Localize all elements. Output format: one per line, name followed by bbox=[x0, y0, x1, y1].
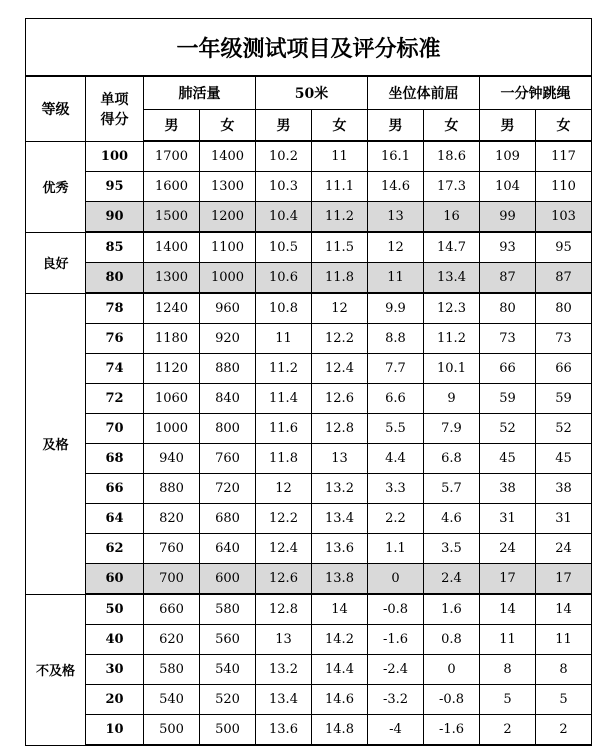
value-cell: 99 bbox=[480, 202, 536, 233]
score-cell: 74 bbox=[86, 354, 144, 384]
score-cell: 76 bbox=[86, 324, 144, 354]
value-cell: 8 bbox=[480, 655, 536, 685]
score-standard-table bbox=[25, 18, 592, 746]
value-cell: 11.2 bbox=[312, 202, 368, 233]
table-row bbox=[26, 293, 592, 324]
table-row bbox=[26, 384, 592, 414]
value-cell: 38 bbox=[536, 474, 592, 504]
value-cell: 9 bbox=[424, 384, 480, 414]
value-cell: 11 bbox=[256, 324, 312, 354]
table-row bbox=[26, 202, 592, 233]
value-cell: 580 bbox=[200, 594, 256, 625]
value-cell: 45 bbox=[480, 444, 536, 474]
value-cell: 1400 bbox=[144, 232, 200, 263]
value-cell: 9.9 bbox=[368, 293, 424, 324]
header-male: 男 bbox=[480, 110, 536, 142]
value-cell: 10.6 bbox=[256, 263, 312, 294]
value-cell: 13.8 bbox=[312, 564, 368, 595]
grade-cell: 不及格 bbox=[26, 594, 86, 745]
table-row bbox=[26, 534, 592, 564]
value-cell: 14.2 bbox=[312, 625, 368, 655]
value-cell: 880 bbox=[200, 354, 256, 384]
value-cell: 66 bbox=[536, 354, 592, 384]
header-male: 男 bbox=[368, 110, 424, 142]
table-row bbox=[26, 504, 592, 534]
value-cell: 7.9 bbox=[424, 414, 480, 444]
value-cell: 14.6 bbox=[368, 172, 424, 202]
value-cell: 11.8 bbox=[256, 444, 312, 474]
score-cell: 90 bbox=[86, 202, 144, 233]
value-cell: 13 bbox=[368, 202, 424, 233]
grade-cell: 及格 bbox=[26, 293, 86, 594]
table-row bbox=[26, 141, 592, 172]
value-cell: 5 bbox=[536, 685, 592, 715]
value-cell: 80 bbox=[536, 293, 592, 324]
table-row bbox=[26, 324, 592, 354]
score-cell: 78 bbox=[86, 293, 144, 324]
value-cell: 0.8 bbox=[424, 625, 480, 655]
value-cell: 73 bbox=[536, 324, 592, 354]
value-cell: 10.2 bbox=[256, 141, 312, 172]
value-cell: 1200 bbox=[200, 202, 256, 233]
table-row bbox=[26, 444, 592, 474]
table-row bbox=[26, 564, 592, 595]
value-cell: 14.7 bbox=[424, 232, 480, 263]
score-cell: 10 bbox=[86, 715, 144, 746]
value-cell: 1600 bbox=[144, 172, 200, 202]
value-cell: 1300 bbox=[144, 263, 200, 294]
value-cell: 5 bbox=[480, 685, 536, 715]
value-cell: 1700 bbox=[144, 141, 200, 172]
value-cell: 17 bbox=[536, 564, 592, 595]
value-cell: 1.6 bbox=[424, 594, 480, 625]
value-cell: -1.6 bbox=[368, 625, 424, 655]
value-cell: 12.8 bbox=[312, 414, 368, 444]
table-row bbox=[26, 594, 592, 625]
score-cell: 50 bbox=[86, 594, 144, 625]
value-cell: 17 bbox=[480, 564, 536, 595]
grade-cell: 优秀 bbox=[26, 141, 86, 232]
value-cell: 920 bbox=[200, 324, 256, 354]
value-cell: 1180 bbox=[144, 324, 200, 354]
value-cell: 12.3 bbox=[424, 293, 480, 324]
value-cell: 620 bbox=[144, 625, 200, 655]
score-cell: 40 bbox=[86, 625, 144, 655]
value-cell: 12.4 bbox=[256, 534, 312, 564]
value-cell: 11.2 bbox=[256, 354, 312, 384]
value-cell: -0.8 bbox=[424, 685, 480, 715]
value-cell: 45 bbox=[536, 444, 592, 474]
value-cell: 680 bbox=[200, 504, 256, 534]
value-cell: 1300 bbox=[200, 172, 256, 202]
value-cell: -2.4 bbox=[368, 655, 424, 685]
value-cell: 12.8 bbox=[256, 594, 312, 625]
value-cell: 500 bbox=[144, 715, 200, 746]
header-male: 男 bbox=[256, 110, 312, 142]
value-cell: 840 bbox=[200, 384, 256, 414]
value-cell: 59 bbox=[536, 384, 592, 414]
value-cell: 31 bbox=[536, 504, 592, 534]
value-cell: 12.2 bbox=[256, 504, 312, 534]
value-cell: 540 bbox=[200, 655, 256, 685]
value-cell: 12.6 bbox=[312, 384, 368, 414]
grade-cell: 良好 bbox=[26, 232, 86, 293]
value-cell: 3.5 bbox=[424, 534, 480, 564]
value-cell: 24 bbox=[536, 534, 592, 564]
value-cell: 880 bbox=[144, 474, 200, 504]
value-cell: 760 bbox=[144, 534, 200, 564]
value-cell: 1120 bbox=[144, 354, 200, 384]
value-cell: 8 bbox=[536, 655, 592, 685]
score-cell: 62 bbox=[86, 534, 144, 564]
value-cell: 10.1 bbox=[424, 354, 480, 384]
value-cell: 16 bbox=[424, 202, 480, 233]
value-cell: 1100 bbox=[200, 232, 256, 263]
value-cell: 14 bbox=[312, 594, 368, 625]
page-title: 一年级测试项目及评分标准 bbox=[26, 19, 592, 77]
value-cell: 24 bbox=[480, 534, 536, 564]
value-cell: 2.2 bbox=[368, 504, 424, 534]
value-cell: 2 bbox=[480, 715, 536, 746]
score-cell: 95 bbox=[86, 172, 144, 202]
value-cell: 1400 bbox=[200, 141, 256, 172]
value-cell: -3.2 bbox=[368, 685, 424, 715]
value-cell: 38 bbox=[480, 474, 536, 504]
value-cell: 103 bbox=[536, 202, 592, 233]
value-cell: 2.4 bbox=[424, 564, 480, 595]
value-cell: 87 bbox=[536, 263, 592, 294]
score-cell: 64 bbox=[86, 504, 144, 534]
header-female: 女 bbox=[536, 110, 592, 142]
value-cell: 6.8 bbox=[424, 444, 480, 474]
value-cell: 52 bbox=[480, 414, 536, 444]
value-cell: 560 bbox=[200, 625, 256, 655]
value-cell: 13.6 bbox=[256, 715, 312, 746]
value-cell: 14.8 bbox=[312, 715, 368, 746]
value-cell: 1500 bbox=[144, 202, 200, 233]
table-row bbox=[26, 625, 592, 655]
table-row bbox=[26, 172, 592, 202]
value-cell: 10.3 bbox=[256, 172, 312, 202]
value-cell: 13 bbox=[312, 444, 368, 474]
header-female: 女 bbox=[200, 110, 256, 142]
value-cell: 580 bbox=[144, 655, 200, 685]
value-cell: 17.3 bbox=[424, 172, 480, 202]
value-cell: 13.4 bbox=[256, 685, 312, 715]
value-cell: 13.2 bbox=[256, 655, 312, 685]
value-cell: 11.4 bbox=[256, 384, 312, 414]
value-cell: 73 bbox=[480, 324, 536, 354]
value-cell: 1.1 bbox=[368, 534, 424, 564]
value-cell: 540 bbox=[144, 685, 200, 715]
value-cell: 93 bbox=[480, 232, 536, 263]
table-row bbox=[26, 354, 592, 384]
table-row bbox=[26, 685, 592, 715]
score-cell: 66 bbox=[86, 474, 144, 504]
score-cell: 70 bbox=[86, 414, 144, 444]
value-cell: 52 bbox=[536, 414, 592, 444]
score-cell: 80 bbox=[86, 263, 144, 294]
value-cell: 12.6 bbox=[256, 564, 312, 595]
value-cell: 95 bbox=[536, 232, 592, 263]
value-cell: 5.7 bbox=[424, 474, 480, 504]
header-grade: 等级 bbox=[26, 76, 86, 141]
value-cell: 3.3 bbox=[368, 474, 424, 504]
value-cell: 11 bbox=[368, 263, 424, 294]
value-cell: 117 bbox=[536, 141, 592, 172]
value-cell: 1000 bbox=[144, 414, 200, 444]
value-cell: 11.2 bbox=[424, 324, 480, 354]
value-cell: 13.4 bbox=[424, 263, 480, 294]
value-cell: -1.6 bbox=[424, 715, 480, 746]
value-cell: 640 bbox=[200, 534, 256, 564]
value-cell: 12.2 bbox=[312, 324, 368, 354]
value-cell: 520 bbox=[200, 685, 256, 715]
header-male: 男 bbox=[144, 110, 200, 142]
value-cell: 4.6 bbox=[424, 504, 480, 534]
value-cell: 11.6 bbox=[256, 414, 312, 444]
value-cell: 11.5 bbox=[312, 232, 368, 263]
value-cell: 7.7 bbox=[368, 354, 424, 384]
value-cell: 1060 bbox=[144, 384, 200, 414]
score-cell: 30 bbox=[86, 655, 144, 685]
header-female: 女 bbox=[312, 110, 368, 142]
table-body bbox=[26, 141, 592, 745]
value-cell: 13.4 bbox=[312, 504, 368, 534]
value-cell: 13 bbox=[256, 625, 312, 655]
value-cell: 0 bbox=[368, 564, 424, 595]
value-cell: 87 bbox=[480, 263, 536, 294]
value-cell: 18.6 bbox=[424, 141, 480, 172]
value-cell: 13.2 bbox=[312, 474, 368, 504]
header-female: 女 bbox=[424, 110, 480, 142]
table-row bbox=[26, 414, 592, 444]
value-cell: 820 bbox=[144, 504, 200, 534]
header-item-rope-skipping: 一分钟跳绳 bbox=[480, 76, 592, 110]
value-cell: 11 bbox=[312, 141, 368, 172]
value-cell: 59 bbox=[480, 384, 536, 414]
value-cell: 31 bbox=[480, 504, 536, 534]
score-cell: 68 bbox=[86, 444, 144, 474]
value-cell: 10.4 bbox=[256, 202, 312, 233]
header-item-sit-and-reach: 坐位体前屈 bbox=[368, 76, 480, 110]
header-item-vital-capacity: 肺活量 bbox=[144, 76, 256, 110]
score-cell: 100 bbox=[86, 141, 144, 172]
value-cell: 1000 bbox=[200, 263, 256, 294]
value-cell: 11 bbox=[480, 625, 536, 655]
value-cell: 500 bbox=[200, 715, 256, 746]
value-cell: 10.5 bbox=[256, 232, 312, 263]
value-cell: 800 bbox=[200, 414, 256, 444]
header-score: 单项得分 bbox=[86, 76, 144, 141]
table-row bbox=[26, 474, 592, 504]
value-cell: 16.1 bbox=[368, 141, 424, 172]
value-cell: 110 bbox=[536, 172, 592, 202]
value-cell: -4 bbox=[368, 715, 424, 746]
value-cell: 8.8 bbox=[368, 324, 424, 354]
value-cell: 12 bbox=[256, 474, 312, 504]
value-cell: 12.4 bbox=[312, 354, 368, 384]
value-cell: 14.4 bbox=[312, 655, 368, 685]
value-cell: 14.6 bbox=[312, 685, 368, 715]
value-cell: 700 bbox=[144, 564, 200, 595]
table-row bbox=[26, 263, 592, 294]
table-row bbox=[26, 715, 592, 746]
score-cell: 20 bbox=[86, 685, 144, 715]
value-cell: 0 bbox=[424, 655, 480, 685]
value-cell: 940 bbox=[144, 444, 200, 474]
value-cell: 66 bbox=[480, 354, 536, 384]
score-cell: 60 bbox=[86, 564, 144, 595]
value-cell: 109 bbox=[480, 141, 536, 172]
value-cell: 660 bbox=[144, 594, 200, 625]
value-cell: 720 bbox=[200, 474, 256, 504]
score-cell: 72 bbox=[86, 384, 144, 414]
value-cell: 4.4 bbox=[368, 444, 424, 474]
value-cell: 13.6 bbox=[312, 534, 368, 564]
value-cell: 760 bbox=[200, 444, 256, 474]
value-cell: 600 bbox=[200, 564, 256, 595]
score-cell: 85 bbox=[86, 232, 144, 263]
value-cell: 6.6 bbox=[368, 384, 424, 414]
value-cell: 11.1 bbox=[312, 172, 368, 202]
value-cell: 104 bbox=[480, 172, 536, 202]
value-cell: 960 bbox=[200, 293, 256, 324]
value-cell: -0.8 bbox=[368, 594, 424, 625]
header-item-50m: 50米 bbox=[256, 76, 368, 110]
value-cell: 11 bbox=[536, 625, 592, 655]
value-cell: 10.8 bbox=[256, 293, 312, 324]
value-cell: 14 bbox=[536, 594, 592, 625]
value-cell: 1240 bbox=[144, 293, 200, 324]
value-cell: 80 bbox=[480, 293, 536, 324]
table-row bbox=[26, 655, 592, 685]
value-cell: 12 bbox=[368, 232, 424, 263]
value-cell: 2 bbox=[536, 715, 592, 746]
table-row bbox=[26, 232, 592, 263]
value-cell: 5.5 bbox=[368, 414, 424, 444]
value-cell: 11.8 bbox=[312, 263, 368, 294]
value-cell: 14 bbox=[480, 594, 536, 625]
value-cell: 12 bbox=[312, 293, 368, 324]
